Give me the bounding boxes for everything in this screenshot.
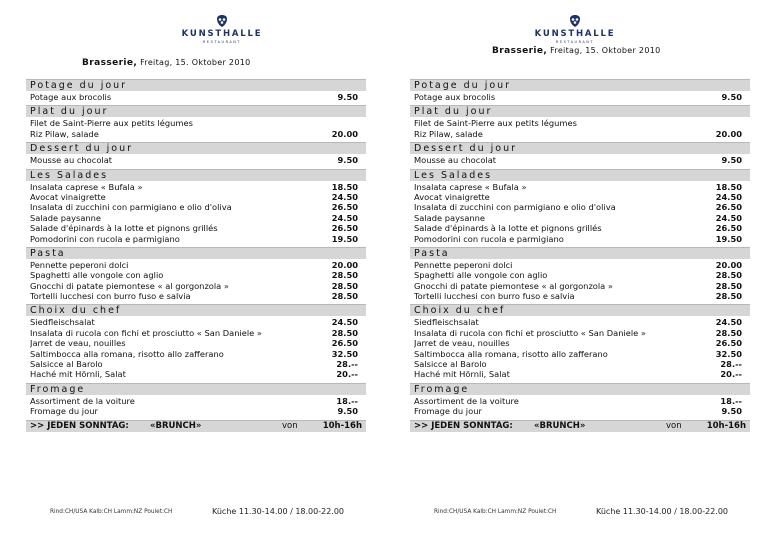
item-price: 18.-- — [720, 395, 742, 406]
item-name: Mousse au chocolat — [414, 155, 497, 166]
item-price: 26.50 — [331, 202, 358, 213]
menu-item — [30, 223, 362, 233]
item-price: 20.00 — [715, 128, 742, 139]
menu-item — [30, 192, 362, 202]
item-name: Salade d'épinards à la lotte et pignons grillés — [414, 223, 602, 234]
menu-item — [30, 129, 362, 139]
item-price: 24.50 — [715, 191, 742, 202]
logo-text: KUNSTHALLE — [181, 29, 263, 39]
item-list — [410, 117, 750, 139]
menu-item — [30, 369, 362, 379]
item-name: Pomodorini con rucola e parmigiano — [30, 233, 180, 244]
item-list — [410, 259, 750, 302]
brunch-time: 10h-16h — [706, 421, 746, 432]
item-name: Jarret de veau, nouilles — [30, 338, 126, 349]
menu-item — [30, 406, 362, 416]
item-price: 20.-- — [720, 369, 742, 380]
menu-item — [30, 359, 362, 369]
menu-item — [414, 281, 746, 291]
item-name: Salade paysanne — [414, 212, 486, 223]
menu-item — [414, 338, 746, 348]
item-list — [410, 316, 750, 379]
menu-section — [26, 142, 366, 165]
logo-text: KUNSTHALLE — [534, 29, 616, 39]
item-name: Gnocchi di patate piemontese « al gorgonzola » — [414, 280, 613, 291]
item-price: 28.-- — [720, 359, 742, 370]
menu-item — [414, 234, 746, 244]
menu-section — [410, 383, 750, 417]
item-name: Filet de Saint-Pierre aux petits légumes — [414, 118, 577, 129]
section-heading: Pasta — [410, 247, 750, 259]
section-heading: Plat du jour — [26, 105, 366, 117]
item-name: Fromage du jour — [414, 406, 482, 417]
item-list — [26, 117, 366, 139]
item-name: Insalata caprese « Bufala » — [30, 181, 143, 192]
menu-list — [26, 79, 366, 432]
item-name: Haché mit Hörnli, Salat — [414, 369, 510, 380]
shield-icon — [568, 14, 582, 28]
item-price: 24.50 — [331, 212, 358, 223]
menu-item — [414, 291, 746, 301]
logo-subtext: RESTAURANT — [202, 40, 242, 44]
item-price: 24.50 — [715, 212, 742, 223]
item-name: Gnocchi di patate piemontese « al gorgonzola » — [30, 280, 229, 291]
menu-item — [414, 192, 746, 202]
item-name: Avocat vinaigrette — [414, 191, 490, 202]
logo-subtext: RESTAURANT — [555, 40, 595, 44]
item-price: 28.50 — [331, 327, 358, 338]
meat-origin-note: Rind:CH/USA Kalb:CH Lamm:NZ Poulet:CH — [50, 509, 173, 515]
item-price: 32.50 — [331, 348, 358, 359]
section-heading: Choix du chef — [26, 304, 366, 316]
menu-section — [26, 247, 366, 302]
section-heading: Potage du jour — [410, 79, 750, 91]
item-price: 26.50 — [715, 223, 742, 234]
item-price: 24.50 — [331, 191, 358, 202]
item-name: Potage aux brocolis — [30, 92, 112, 102]
item-name: Salade paysanne — [30, 212, 102, 223]
item-price: 19.50 — [715, 233, 742, 244]
item-list — [26, 395, 366, 417]
item-list — [410, 181, 750, 244]
menu-item — [30, 155, 362, 165]
menu-item — [414, 155, 746, 165]
section-heading: Potage du jour — [26, 79, 366, 91]
shield-icon — [215, 14, 229, 28]
menu-section — [410, 304, 750, 379]
menu-section — [26, 304, 366, 379]
item-list — [26, 316, 366, 379]
menu-item — [414, 396, 746, 406]
item-name: Potage aux brocolis — [414, 92, 496, 102]
brunch-time: 10h-16h — [322, 421, 362, 432]
section-heading: Les Salades — [26, 169, 366, 181]
menu-item — [414, 359, 746, 369]
item-name: Insalata di rucola con fichi et prosciutto « San Daniele » — [414, 327, 647, 338]
brunch-name: «BRUNCH» — [534, 421, 586, 432]
menu-item — [414, 213, 746, 223]
section-heading: Dessert du jour — [26, 142, 366, 154]
item-name: Mousse au chocolat — [30, 155, 113, 166]
menu-item — [30, 92, 362, 102]
item-name: Tortelli lucchesi con burro fuso e salvia — [414, 291, 575, 302]
item-list — [410, 395, 750, 417]
item-name: Saltimbocca alla romana, risotto allo zafferano — [414, 348, 608, 359]
menu-item — [414, 406, 746, 416]
item-price: 9.50 — [337, 92, 358, 102]
kunsthalle-logo — [505, 14, 645, 44]
item-price: 26.50 — [331, 223, 358, 234]
item-price: 28.-- — [336, 359, 358, 370]
date-label: Freitag, 15. Oktober 2010 — [140, 58, 251, 67]
item-price: 19.50 — [331, 233, 358, 244]
kunsthalle-logo — [152, 14, 292, 44]
item-price: 9.50 — [721, 406, 742, 417]
item-list — [410, 154, 750, 165]
item-price: 18.50 — [715, 181, 742, 192]
item-price: 26.50 — [331, 338, 358, 349]
item-price: 18.-- — [336, 395, 358, 406]
item-price: 18.50 — [331, 181, 358, 192]
item-name: Salsicce al Barolo — [414, 359, 487, 370]
item-price: 9.50 — [721, 155, 742, 166]
menu-item — [30, 291, 362, 301]
item-name: Riz Pilaw, salade — [30, 128, 99, 139]
item-name: Avocat vinaigrette — [30, 191, 106, 202]
item-list — [26, 154, 366, 165]
item-list — [26, 259, 366, 302]
menu-item — [30, 270, 362, 280]
menu-section — [26, 79, 366, 102]
menu-item — [30, 281, 362, 291]
item-name: Saltimbocca alla romana, risotto allo zafferano — [30, 348, 224, 359]
item-name: Insalata caprese « Bufala » — [414, 181, 527, 192]
item-name: Haché mit Hörnli, Salat — [30, 369, 126, 380]
menu-item — [30, 396, 362, 406]
item-price: 26.50 — [715, 338, 742, 349]
item-name: Assortiment de la voiture — [30, 395, 135, 406]
item-price: 28.50 — [331, 280, 358, 291]
menu-item — [414, 317, 746, 327]
menu-section — [410, 169, 750, 244]
menu-page-left — [26, 0, 366, 543]
item-name: Siedfleischsalat — [414, 317, 479, 328]
menu-item — [30, 328, 362, 338]
brunch-from: von — [666, 421, 682, 432]
footer — [410, 506, 750, 518]
item-name: Tortelli lucchesi con burro fuso e salvia — [30, 291, 191, 302]
item-name: Insalata di rucola con fichi et prosciutto « San Daniele » — [30, 327, 263, 338]
meat-origin-note: Rind:CH/USA Kalb:CH Lamm:NZ Poulet:CH — [434, 509, 557, 515]
menu-section — [26, 105, 366, 139]
item-name: Siedfleischsalat — [30, 317, 95, 328]
menu-item — [414, 118, 746, 128]
kitchen-hours: Küche 11.30-14.00 / 18.00-22.00 — [596, 507, 729, 516]
item-name: Spaghetti alle vongole con aglio — [414, 270, 548, 281]
item-name: Salade d'épinards à la lotte et pignons grillés — [30, 223, 218, 234]
menu-section — [26, 383, 366, 417]
menu-item — [414, 349, 746, 359]
item-price: 9.50 — [721, 92, 742, 102]
menu-item — [414, 129, 746, 139]
item-price: 28.50 — [331, 291, 358, 302]
item-price: 9.50 — [337, 406, 358, 417]
menu-item — [30, 260, 362, 270]
menu-page-right — [410, 0, 750, 543]
item-price: 28.50 — [715, 327, 742, 338]
menu-item — [30, 349, 362, 359]
section-heading: Plat du jour — [410, 105, 750, 117]
section-heading: Choix du chef — [410, 304, 750, 316]
item-price: 32.50 — [715, 348, 742, 359]
item-name: Pennette peperoni dolci — [414, 259, 513, 270]
kitchen-hours: Küche 11.30-14.00 / 18.00-22.00 — [212, 507, 345, 516]
section-heading: Fromage — [26, 383, 366, 395]
item-list — [410, 91, 750, 102]
menu-item — [414, 260, 746, 270]
section-heading: Pasta — [26, 247, 366, 259]
footer — [26, 506, 366, 518]
menu-item — [414, 270, 746, 280]
menu-item — [30, 202, 362, 212]
item-list — [26, 181, 366, 244]
item-name: Filet de Saint-Pierre aux petits légumes — [30, 118, 193, 129]
item-name: Pomodorini con rucola e parmigiano — [414, 233, 564, 244]
item-price: 24.50 — [331, 317, 358, 328]
dateline — [492, 46, 661, 56]
dateline — [82, 58, 251, 68]
menu-item — [414, 202, 746, 212]
item-price: 28.50 — [715, 291, 742, 302]
item-list — [26, 91, 366, 102]
item-name: Assortiment de la voiture — [414, 395, 519, 406]
item-price: 20.00 — [331, 259, 358, 270]
menu-item — [414, 328, 746, 338]
menu-item — [30, 338, 362, 348]
item-name: Riz Pilaw, salade — [414, 128, 483, 139]
venue-label: Brasserie, — [82, 58, 138, 68]
item-name: Salsicce al Barolo — [30, 359, 103, 370]
menu-section — [26, 169, 366, 244]
menu-item — [414, 369, 746, 379]
item-name: Spaghetti alle vongole con aglio — [30, 270, 164, 281]
brunch-from: von — [282, 421, 298, 432]
menu-section — [410, 247, 750, 302]
menu-section — [410, 142, 750, 165]
item-price: 20.-- — [336, 369, 358, 380]
item-name: Insalata di zucchini con parmigiano e olio d'oliva — [30, 202, 232, 213]
brunch-name: «BRUNCH» — [150, 421, 202, 432]
menu-item — [414, 92, 746, 102]
venue-label: Brasserie, — [492, 46, 548, 56]
menu-item — [30, 118, 362, 128]
item-price: 24.50 — [715, 317, 742, 328]
menu-list — [410, 79, 750, 432]
item-price: 28.50 — [715, 270, 742, 281]
item-price: 28.50 — [715, 280, 742, 291]
menu-item — [30, 234, 362, 244]
item-name: Jarret de veau, nouilles — [414, 338, 510, 349]
date-label: Freitag, 15. Oktober 2010 — [550, 46, 661, 55]
menu-section — [410, 79, 750, 102]
menu-item — [30, 213, 362, 223]
brunch-label: >> JEDEN SONNTAG: — [30, 421, 129, 432]
menu-item — [30, 182, 362, 192]
item-price: 28.50 — [331, 270, 358, 281]
section-heading: Les Salades — [410, 169, 750, 181]
menu-section — [410, 105, 750, 139]
menu-item — [30, 317, 362, 327]
section-heading: Fromage — [410, 383, 750, 395]
brunch-label: >> JEDEN SONNTAG: — [414, 421, 513, 432]
item-price — [322, 118, 362, 128]
item-name: Fromage du jour — [30, 406, 98, 417]
brunch-banner — [26, 420, 366, 432]
item-price: 9.50 — [337, 155, 358, 166]
brunch-banner — [410, 420, 750, 432]
item-name: Pennette peperoni dolci — [30, 259, 129, 270]
section-heading: Dessert du jour — [410, 142, 750, 154]
menu-item — [414, 223, 746, 233]
item-price: 20.00 — [331, 128, 358, 139]
item-price: 26.50 — [715, 202, 742, 213]
item-price: 20.00 — [715, 259, 742, 270]
item-price — [706, 118, 746, 128]
item-name: Insalata di zucchini con parmigiano e olio d'oliva — [414, 202, 616, 213]
menu-item — [414, 182, 746, 192]
